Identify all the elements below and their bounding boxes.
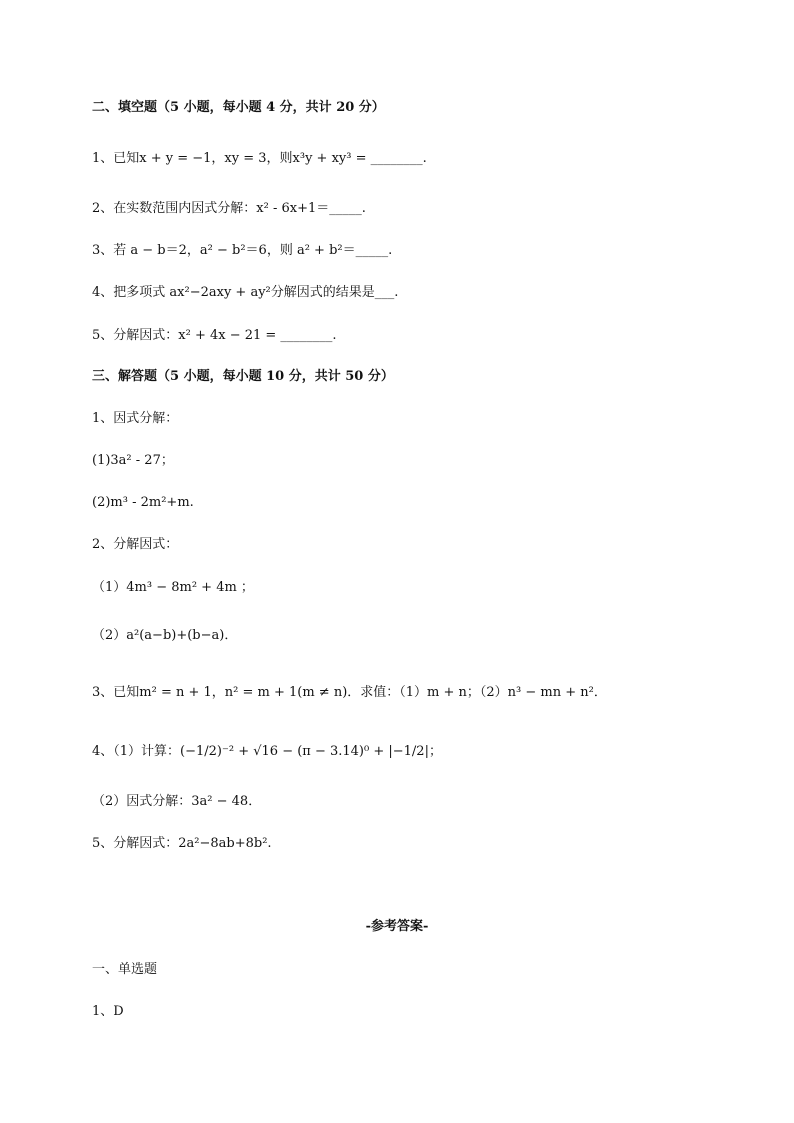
section3-question-2a: （1）4m³ − 8m² + 4m ； <box>92 580 254 595</box>
section2-question-3: 3、若 a − b＝2，a² − b²＝6，则 a² + b²＝_____. <box>92 243 393 258</box>
section2-question-1: 1、已知x + y = −1，xy = 3，则x³y + xy³ = ________. <box>92 151 427 166</box>
section2-question-5: 5、分解因式：x² + 4x − 21 = ________. <box>92 328 337 343</box>
section2-heading: 二、填空题（5 小题，每小题 4 分，共计 20 分） <box>92 100 385 115</box>
section3-question-2: 2、分解因式： <box>92 537 179 552</box>
section3-heading: 三、解答题（5 小题，每小题 10 分，共计 50 分） <box>92 369 394 384</box>
section2-question-2: 2、在实数范围内因式分解：x² - 6x+1＝_____. <box>92 201 366 216</box>
answer-1: 1、D <box>92 1004 124 1019</box>
section3-question-3: 3、已知m² = n + 1，n² = m + 1(m ≠ n)．求值：（1）m + n；（2）n³ − mn + n²． <box>92 685 607 700</box>
section3-question-4: 4、（1）计算：(−1/2)⁻² + √16 − (π − 3.14)⁰ + |−1/2|； <box>92 744 442 759</box>
section3-question-2b: （2）a²(a−b)+(b−a)． <box>92 628 238 643</box>
section3-question-1a: (1)3a² - 27； <box>92 453 174 468</box>
answer-key-title: -参考答案- <box>365 919 429 934</box>
section2-question-4: 4、把多项式 ax²−2axy + ay²分解因式的结果是___. <box>92 285 399 300</box>
section3-question-1: 1、因式分解： <box>92 411 179 426</box>
answers-section1-heading: 一、单选题 <box>92 962 158 977</box>
section3-question-5: 5、分解因式：2a²−8ab+8b². <box>92 836 272 851</box>
section3-question-4b: （2）因式分解：3a² − 48． <box>92 794 262 809</box>
section3-question-1b: (2)m³ - 2m²+m. <box>92 495 194 510</box>
